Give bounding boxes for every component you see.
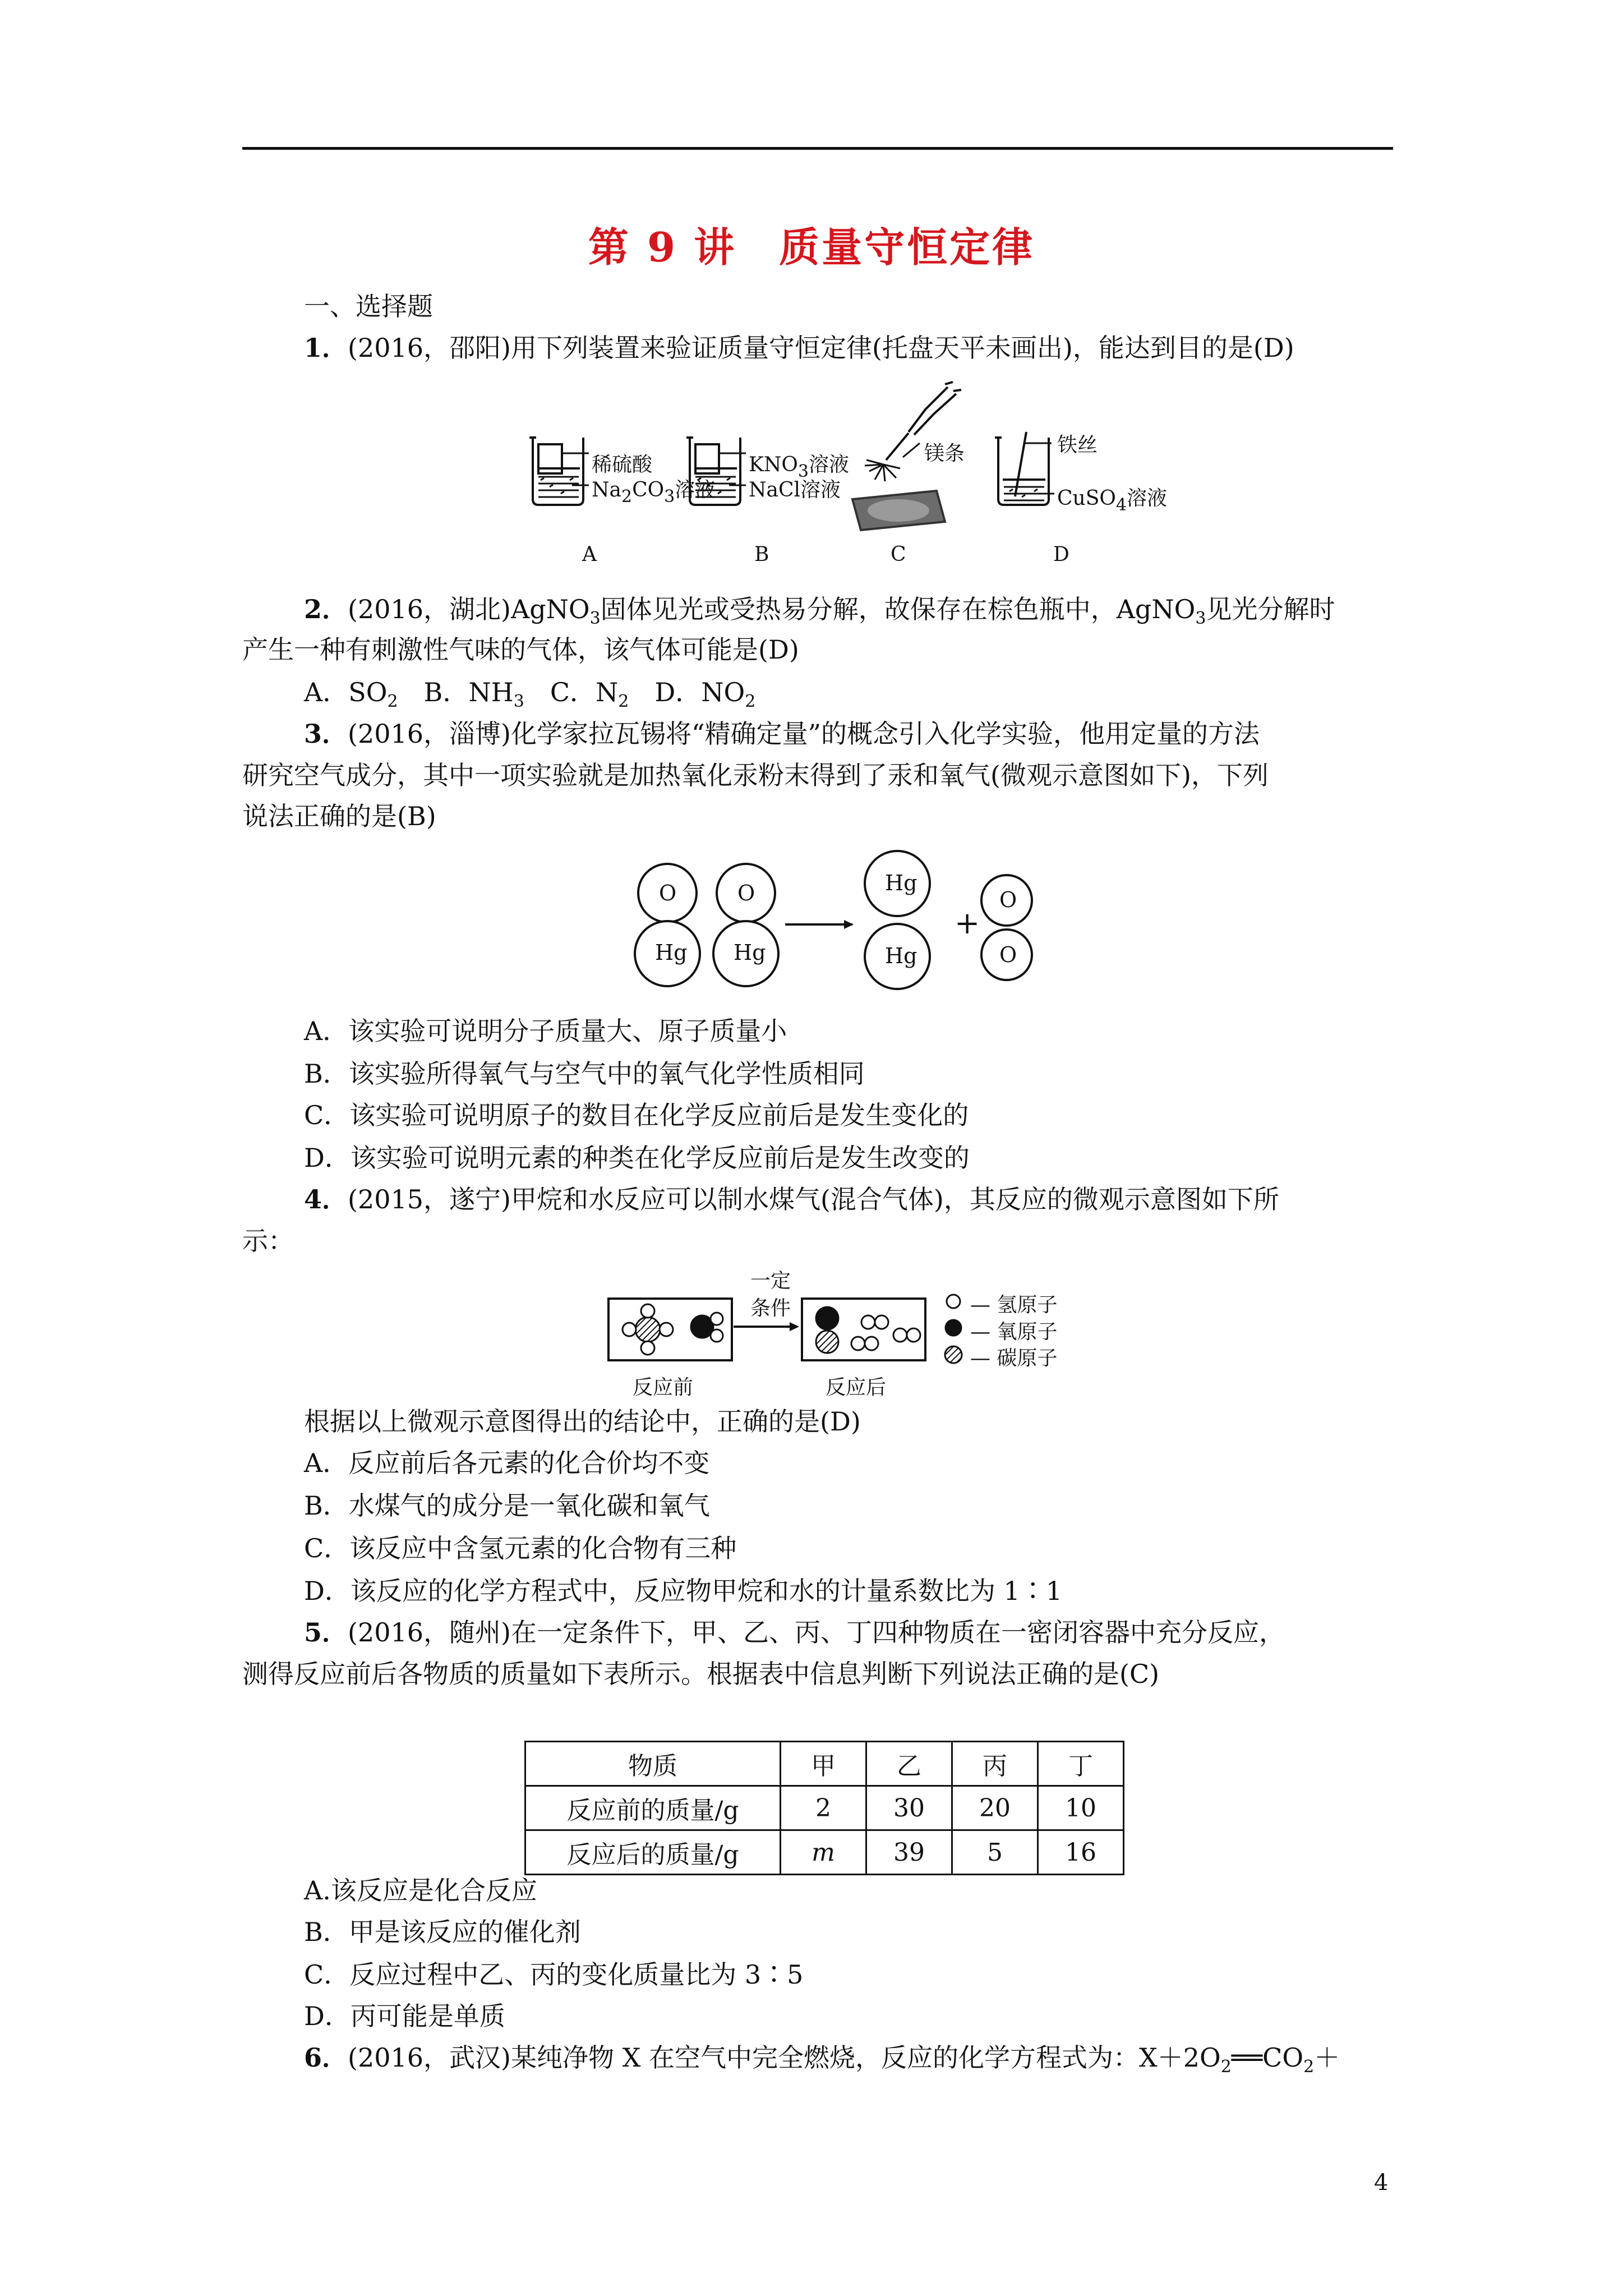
label-after-reaction: 反应后	[826, 1376, 887, 1399]
q6-line-1: 6．(2016，武汉)某纯净物 X 在空气中完全燃烧，反应的化学方程式为：$X+2O_2══CO_2+$	[304, 2042, 1340, 2077]
q5-option-d: D．丙可能是单质	[304, 2001, 505, 2031]
q5-line-2: 测得反应前后各物质的质量如下表所示。根据表中信息判断下列说法正确的是(C)	[242, 1659, 1160, 1689]
q3-option-d: D．该实验可说明元素的种类在化学反应前后是发生改变的	[304, 1143, 970, 1173]
label-before-reaction: 反应前	[633, 1376, 694, 1399]
atom-hg-1: Hg	[655, 940, 688, 965]
q4-methane-water-diagram	[606, 1287, 1021, 1366]
atom-o-3: O	[999, 887, 1017, 912]
q2-line-2: 产生一种有刺激性气味的气体，该气体可能是(D)	[242, 634, 799, 665]
q5-option-c: C．反应过程中乙、丙的变化质量比为 3∶5	[304, 1959, 804, 1990]
q4-option-b: B．水煤气的成分是一氧化碳和氧气	[304, 1490, 710, 1521]
q5-option-a: A.该反应是化合反应	[304, 1875, 537, 1906]
table-header-cell: 丁	[1038, 1742, 1124, 1786]
atom-hg-2: Hg	[734, 940, 766, 965]
label-kno3-solution: $KNO_3$溶液	[749, 453, 850, 481]
label-dilute-sulfuric-acid: 稀硫酸	[592, 453, 653, 476]
figure-letter-c: C	[891, 543, 906, 566]
figure-letter-d: D	[1053, 543, 1069, 566]
label-iron-wire: 铁丝	[1057, 434, 1098, 457]
section-heading: 一、选择题	[304, 291, 433, 321]
condition-text-1: 一定	[750, 1269, 791, 1292]
table-cell: 5	[952, 1830, 1038, 1875]
table-row	[525, 1830, 1124, 1875]
table-header-cell: 甲	[781, 1742, 866, 1786]
table-header-row	[525, 1742, 1124, 1786]
q5-line-1: 5．(2016，随州)在一定条件下，甲、乙、丙、丁四种物质在一密闭容器中充分反应，	[304, 1617, 1285, 1648]
atom-o-1: O	[659, 881, 677, 905]
legend-oxygen: — 氧原子	[970, 1320, 1058, 1343]
legend-carbon: — 碳原子	[970, 1347, 1058, 1370]
q3-option-c: C．该实验可说明原子的数目在化学反应前后是发生变化的	[304, 1100, 969, 1130]
q3-line-2: 研究空气成分，其中一项实验就是加热氧化汞粉末得到了汞和氧气(微观示意图如下)，下列	[242, 760, 1269, 790]
q3-mercury-oxide-diagram	[623, 858, 1049, 999]
q4-option-a: A．反应前后各元素的化合价均不变	[304, 1448, 710, 1478]
q3-option-b: B．该实验所得氧气与空气中的氧气化学性质相同	[304, 1059, 865, 1089]
condition-text-2: 条件	[750, 1297, 791, 1320]
table-cell: 16	[1038, 1830, 1124, 1875]
q4-option-d: D．该反应的化学方程式中，反应物甲烷和水的计量系数比为 1∶1	[304, 1576, 1063, 1606]
q1-stem-line: 1．(2016，邵阳)用下列装置来验证质量守恒定律(托盘天平未画出)，能达到目的是(D)	[304, 333, 1294, 363]
label-magnesium-strip: 镁条	[924, 442, 965, 465]
q4-line-2: 示：	[242, 1226, 294, 1256]
table-cell: 反应前的质量/g	[525, 1786, 781, 1830]
table-cell: 反应后的质量/g	[525, 1830, 781, 1875]
table-header-cell: 乙	[866, 1742, 952, 1786]
label-na2co3-solution: $Na_2CO_3$溶液	[592, 478, 716, 507]
beaker-a	[529, 438, 589, 505]
page-number: 4	[1374, 2170, 1389, 2196]
table-header-cell: 丙	[952, 1742, 1038, 1786]
q4-option-c: C．该反应中含氢元素的化合物有三种	[304, 1533, 737, 1563]
table-cell: 20	[952, 1786, 1038, 1830]
q2-options: A．$SO_2$ B．$NH_3$ C．$N_2$ D．$NO_2$	[304, 677, 756, 711]
atom-hg-4: Hg	[885, 944, 917, 968]
plus-sign: +	[955, 905, 980, 941]
table-row	[525, 1786, 1124, 1830]
table-cell: 10	[1038, 1786, 1124, 1830]
q4-line-1: 4．(2015，遂宁)甲烷和水反应可以制水煤气(混合气体)，其反应的微观示意图如下所	[304, 1184, 1279, 1214]
label-nacl-solution: NaCl溶液	[749, 478, 841, 501]
atom-hg-3: Hg	[885, 871, 917, 895]
q5-option-b: B．甲是该反应的催化剂	[304, 1917, 581, 1947]
table-cell: 39	[866, 1830, 952, 1875]
atom-o-4: O	[999, 942, 1017, 967]
figure-letter-b: B	[754, 543, 769, 566]
header-rule	[242, 147, 1393, 150]
legend-hydrogen: — 氢原子	[970, 1294, 1058, 1317]
table-cell: 2	[781, 1786, 866, 1830]
table-header-cell: 物质	[525, 1742, 781, 1786]
atom-o-2: O	[737, 881, 755, 905]
figure-letter-a: A	[582, 543, 597, 566]
q3-line-3: 说法正确的是(B)	[242, 801, 436, 831]
label-cuso4-solution: CuSO$_4$溶液	[1057, 487, 1168, 515]
beaker-d	[995, 432, 1054, 505]
table-cell: m	[781, 1830, 866, 1875]
q3-option-a: A．该实验可说明分子质量大、原子质量小	[304, 1016, 787, 1046]
q4-lead: 根据以上微观示意图得出的结论中，正确的是(D)	[304, 1406, 861, 1437]
table-cell: 30	[866, 1786, 952, 1830]
q2-line-1: 2．(2016，湖北)AgNO$_3$固体见光或受热易分解，故保存在棕色瓶中，AgNO$_3$见光分解时	[304, 594, 1335, 628]
mass-table	[524, 1741, 1124, 1875]
q3-line-1: 3．(2016，淄博)化学家拉瓦锡将“精确定量”的概念引入化学实验，他用定量的方法	[304, 719, 1260, 749]
page-title: 第 9 讲 质量守恒定律	[588, 223, 1035, 271]
